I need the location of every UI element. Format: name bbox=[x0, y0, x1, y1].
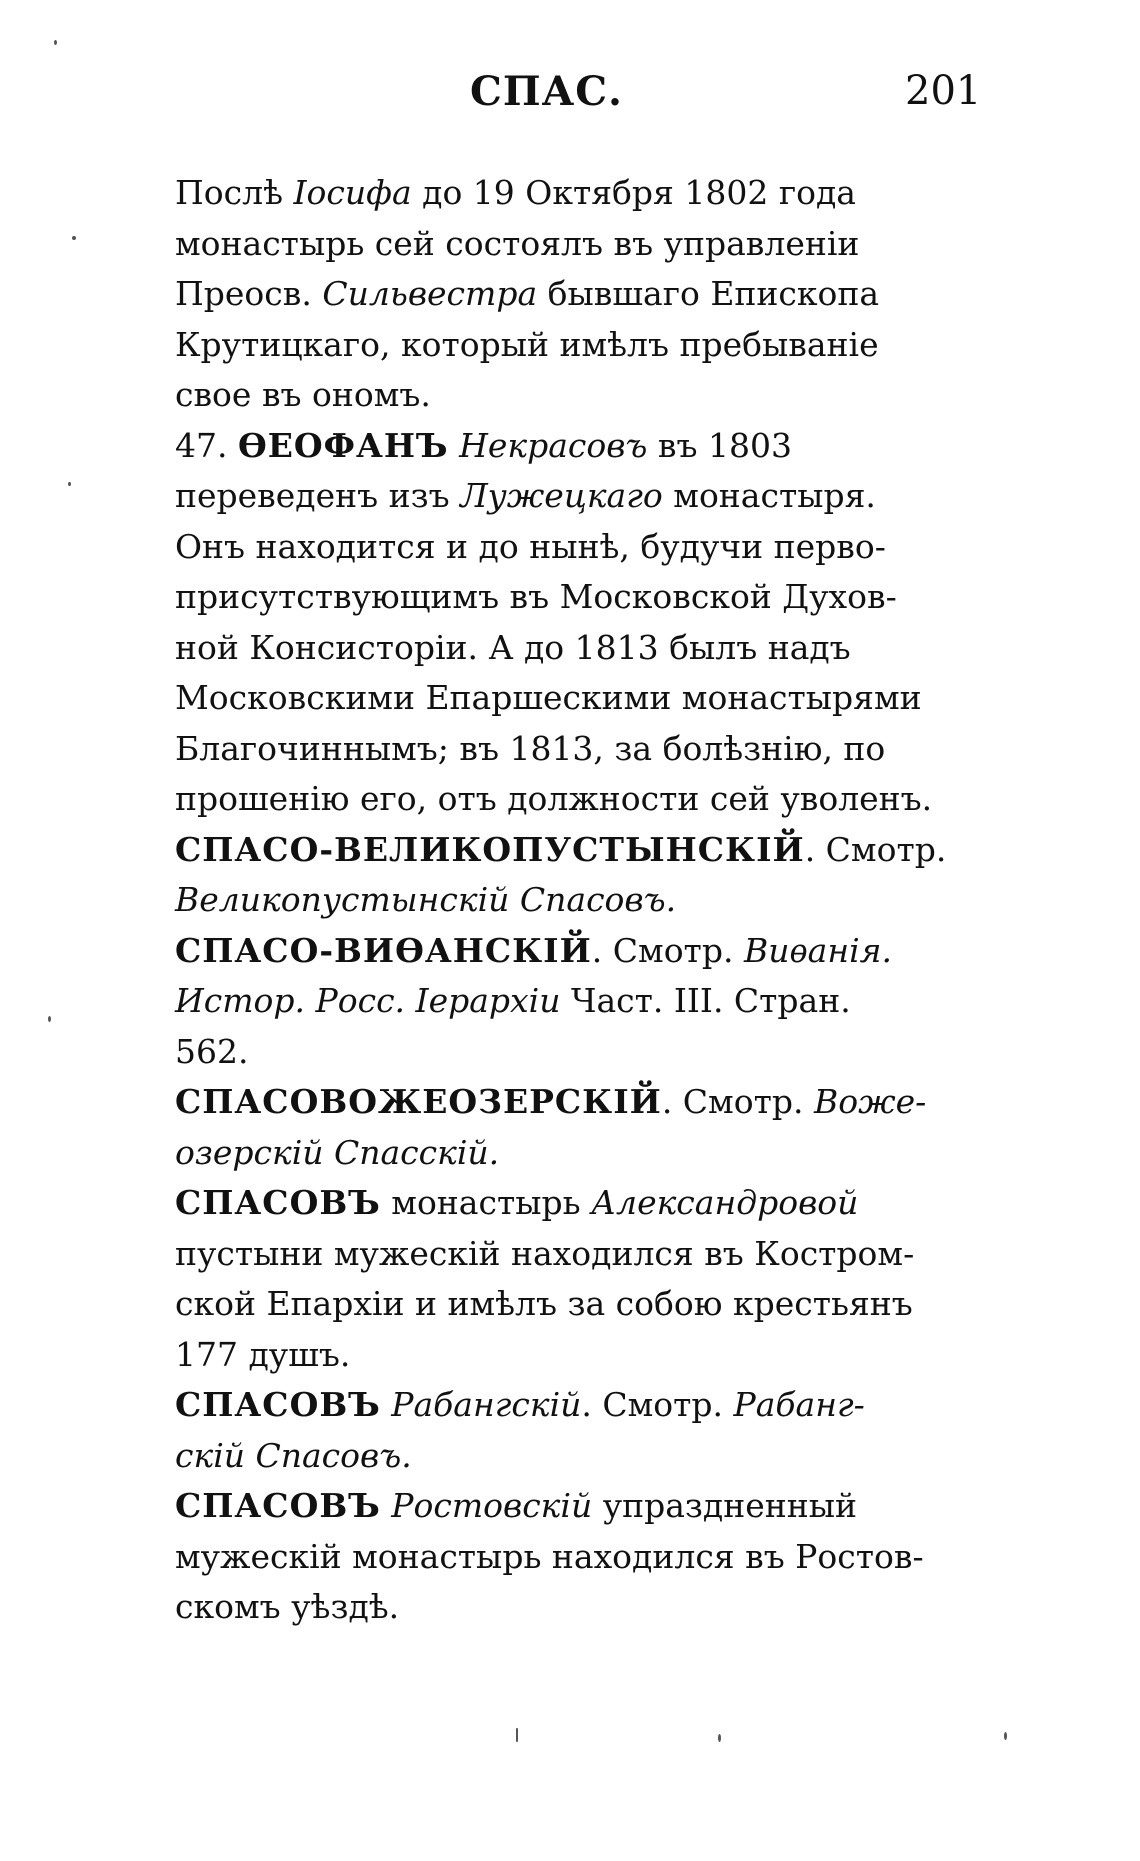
italic-name: Лужецкаго bbox=[460, 476, 663, 515]
italic-name: Сильвестра bbox=[322, 274, 538, 313]
paragraph-iosif bbox=[105, 168, 995, 421]
text-span: бывшаго Епископа bbox=[537, 274, 880, 313]
text-line bbox=[105, 471, 995, 522]
italic-name: Александровой bbox=[591, 1183, 859, 1222]
text-line bbox=[105, 825, 995, 876]
italic-name: Виѳанія. bbox=[743, 930, 892, 970]
text-span: . Смотр. bbox=[661, 1082, 814, 1121]
text-line bbox=[105, 421, 995, 472]
paragraph-feofan bbox=[105, 421, 995, 825]
text-span: монастырь bbox=[380, 1183, 592, 1222]
text-line: ной Консисторіи. А до 1813 былъ надъ bbox=[175, 627, 851, 667]
entry-spasov-rostovsky bbox=[105, 1481, 995, 1633]
text-line bbox=[105, 269, 995, 320]
text-line: пустыни мужескій находился въ Костром- bbox=[175, 1233, 915, 1273]
scan-speck bbox=[54, 40, 57, 45]
text-span: переведенъ изъ bbox=[175, 476, 461, 515]
text-line: Московскими Епаршескими монастырями bbox=[175, 678, 922, 717]
text-line: свое въ ономъ. bbox=[175, 375, 431, 414]
scan-speck bbox=[68, 482, 71, 486]
entry-heading: СПАСОВОЖЕОЗЕРСКІЙ bbox=[175, 1082, 662, 1121]
italic-name: Іосифа bbox=[293, 173, 412, 212]
text-span: Част. III. Стран. bbox=[560, 981, 851, 1020]
entry-spasov-rabangsky bbox=[105, 1380, 995, 1481]
text-line bbox=[105, 976, 995, 1027]
scan-speck bbox=[1004, 1732, 1007, 1740]
text-line bbox=[105, 926, 995, 977]
italic-name: Рабангскій bbox=[391, 1385, 582, 1424]
entry-heading: СПАСОВЪ bbox=[175, 1183, 381, 1222]
text-span: . Смотр. bbox=[581, 1385, 734, 1424]
page-number: 201 bbox=[905, 68, 982, 114]
text-line: ской Епархіи и имѣлъ за собою крестьянъ bbox=[175, 1284, 913, 1323]
text-line bbox=[105, 168, 995, 219]
text-line: Онъ находится и до нынѣ, будучи перво- bbox=[175, 526, 886, 566]
scan-speck bbox=[516, 1728, 518, 1742]
entry-number: 47. bbox=[175, 425, 238, 465]
text-line: скій Спасовъ. bbox=[175, 1435, 412, 1475]
entry-spasov-alexandrova bbox=[105, 1178, 995, 1380]
entry-spaso-vifansky bbox=[105, 926, 995, 1078]
text-line: мужескій монастырь находился въ Ростов- bbox=[175, 1536, 924, 1576]
entry-heading: СПАСОВЪ bbox=[175, 1385, 381, 1424]
text-line: Благочиннымъ; въ 1813, за болѣзнію, по bbox=[175, 728, 886, 768]
scan-speck bbox=[72, 236, 76, 240]
italic-name: Истор. Росс. Іерархіи bbox=[175, 981, 561, 1020]
text-span: монастыря. bbox=[662, 476, 876, 515]
italic-name: Рабанг- bbox=[733, 1385, 865, 1424]
text-line bbox=[105, 1380, 995, 1431]
running-head: СПАС. bbox=[470, 68, 623, 115]
text-line: Крутицкаго, который имѣлъ пребываніе bbox=[175, 324, 879, 364]
scan-speck bbox=[48, 1016, 51, 1022]
text-line: Великопустынскій Спасовъ. bbox=[175, 880, 677, 919]
text-line bbox=[105, 1178, 995, 1229]
text-span bbox=[449, 426, 460, 465]
entry-heading: СПАСО-ВЕЛИКОПУСТЫНСКІЙ bbox=[175, 829, 805, 869]
text-span: Послѣ bbox=[175, 173, 294, 212]
text-line: монастырь сей состоялъ въ управленіи bbox=[175, 223, 860, 263]
text-line: скомъ уѣздѣ. bbox=[175, 1587, 400, 1626]
text-span: въ 1803 bbox=[647, 425, 792, 465]
text-line: озерскій Спасскій. bbox=[175, 1132, 500, 1172]
entry-heading: СПАСОВЪ bbox=[175, 1486, 381, 1525]
entry-spasovozhezersky bbox=[105, 1077, 995, 1178]
scan-speck bbox=[718, 1734, 721, 1742]
text-span: Преосв. bbox=[175, 274, 323, 313]
text-span: до 19 Октября 1802 года bbox=[411, 173, 856, 212]
italic-name: Некрасовъ bbox=[459, 425, 648, 465]
entry-heading: ѲЕОФАНЪ bbox=[237, 425, 449, 465]
italic-name: Воже- bbox=[813, 1082, 927, 1121]
page-body bbox=[105, 168, 995, 1633]
text-span: упраздненный bbox=[592, 1486, 857, 1525]
text-span: . Смотр. bbox=[804, 829, 947, 869]
text-line bbox=[105, 1077, 995, 1128]
entry-spaso-velikopustynsky bbox=[105, 825, 995, 926]
entry-heading: СПАСО-ВИѲАНСКІЙ bbox=[175, 930, 592, 970]
text-line: 177 душъ. bbox=[175, 1334, 351, 1374]
text-line: прошенію его, отъ должности сей уволенъ. bbox=[175, 779, 933, 818]
italic-name: Ростовскій bbox=[391, 1486, 593, 1525]
text-line bbox=[105, 1481, 995, 1532]
text-line: 562. bbox=[175, 1031, 249, 1071]
text-line: присутствующимъ въ Московской Духов- bbox=[175, 577, 897, 616]
text-span: . Смотр. bbox=[591, 930, 744, 970]
page-header bbox=[0, 68, 1140, 128]
text-span bbox=[381, 1385, 392, 1424]
text-span bbox=[381, 1486, 392, 1525]
